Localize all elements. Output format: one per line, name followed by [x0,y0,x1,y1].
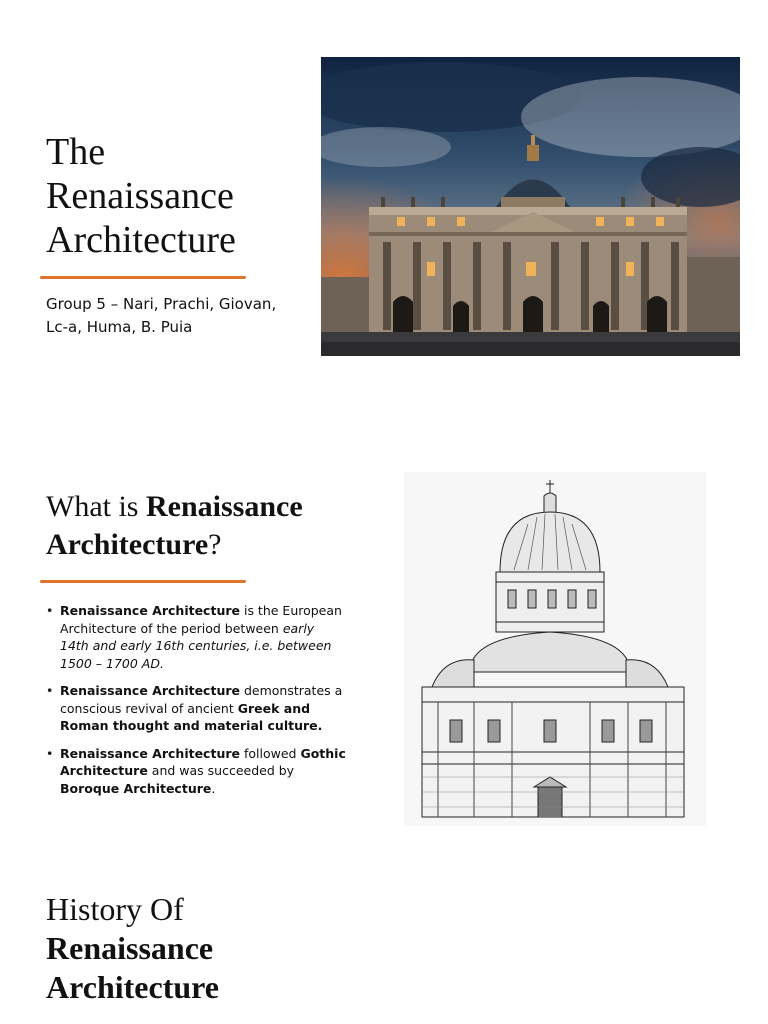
domed-church-engraving [404,472,706,826]
accent-rule [40,580,246,583]
bullet-item [46,682,346,735]
st-peters-basilica-photo [321,57,740,356]
bullet-text: . [211,780,216,796]
slide1-title [46,130,236,262]
bullet-item [46,745,346,798]
bullet-bold-text: Boroque Architecture [60,780,212,796]
bullet-item [46,602,346,672]
bullet-bold-text: Renaissance Architecture [60,603,240,618]
slide2-title-suffix: ? [208,528,222,561]
definition-slide [0,440,768,860]
bullet-bold-text: Gothic Architecture [60,745,346,778]
slide1-title-line2: Renaissance [46,175,234,217]
bullet-italic-text: early 14th and early 16th centuries, i.e. between 1500 – 1700 AD. [60,620,332,671]
accent-rule [40,276,246,279]
bullet-bold-text: Renaissance Architecture [60,745,240,761]
bullet-text: demonstrates a conscious revival of ancient [60,683,343,716]
slide3-title [46,890,219,1007]
bullet-text: and was succeeded by [147,763,295,778]
history-slide [0,880,768,1024]
slide1-title-line3: Architecture [46,219,236,261]
bullet-bold-text: Greek and Roman thought and material culture. [60,700,323,733]
title-slide [0,0,768,400]
slide2-title [46,488,366,564]
slide3-title-line1: History Of [46,891,184,927]
slide3-title-line2: Renaissance [46,930,214,966]
bullet-text: is the European Architecture of the period between [60,603,342,636]
slide1-title-line1: The [46,131,106,173]
slide1-subtitle: Group 5 – Nari, Prachi, Giovan, Lc-a, Huma, B. Puia [46,295,277,336]
bullet-bold-text: Renaissance Architecture [60,683,240,698]
slide2-title-prefix: What is [46,490,146,523]
definition-bullet-list [46,602,346,807]
slide2-title-bold: Renaissance Architecture [46,490,303,561]
bullet-text: followed [240,745,301,761]
slide3-title-line3: Architecture [46,969,219,1005]
